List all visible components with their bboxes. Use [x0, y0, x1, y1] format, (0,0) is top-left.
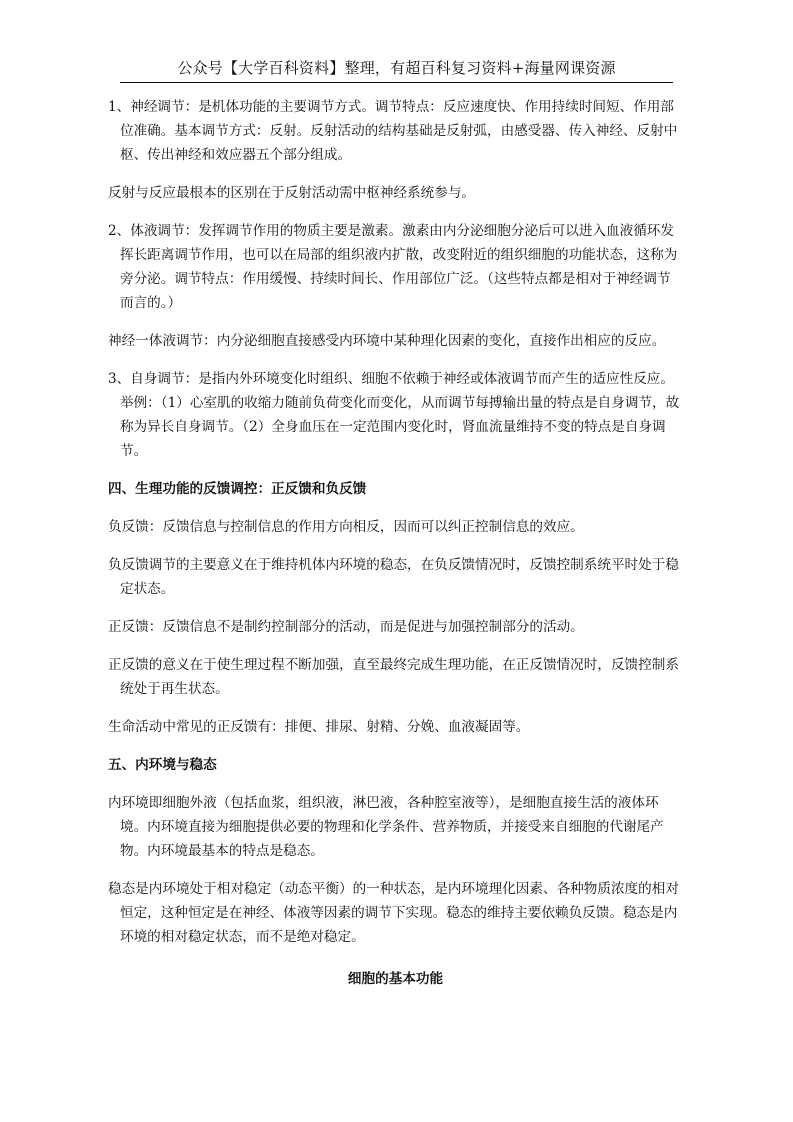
heading-internal-environment: 五、内环境与稳态: [108, 757, 217, 773]
page-header: [120, 58, 673, 83]
para-negative-feedback: 负反馈：反馈信息与控制信息的作用方向相反，因而可以纠正控制信息的效应。: [108, 519, 584, 535]
document-body: [108, 95, 683, 991]
para-positive-feedback-examples: 生命活动中常见的正反馈有：排便、排尿、射精、分娩、血液凝固等。: [108, 719, 530, 735]
header-text: 公众号【大学百科资料】整理，有超百科复习资料+海量网课资源: [177, 59, 616, 77]
para-internal-environment: 内环境即细胞外液（包括血浆，组织液，淋巴液，各种腔室液等），是细胞直接生活的液体环境。内环境直接为细胞提供必要的物理和化学条件、营养物质，并接受来自细胞的代谢尾产物。内环境最基本的特点是稳态。: [108, 795, 664, 859]
section-title-cell-basic-functions: 细胞的基本功能: [347, 971, 444, 987]
para-homeostasis: 稳态是内环境处于相对稳定（动态平衡）的一种状态，是内环境理化因素、各种物质浓度的相对恒定，这种恒定是在神经、体液等因素的调节下实现。稳态的维持主要依赖负反馈。稳态是内环境的相对稳定状态，而不是绝对稳定。: [108, 881, 679, 945]
para-reflex-vs-response: 反射与反应最根本的区别在于反射活动需中枢神经系统参与。: [108, 185, 476, 201]
para-positive-feedback: 正反馈：反馈信息不是制约控制部分的活动，而是促进与加强控制部分的活动。: [108, 619, 584, 635]
para-humoral-regulation: 2、体液调节：发挥调节作用的物质主要是激素。激素由内分泌细胞分泌后可以进入血液循环发挥长距离调节作用，也可以在局部的组织液内扩散，改变附近的组织细胞的功能状态，这称为旁分泌。调节特点：作用缓慢、持续时间长、作用部位广泛。（这些特点都是相对于神经调节而言的。）: [108, 223, 678, 311]
para-negative-feedback-meaning: 负反馈调节的主要意义在于维持机体内环境的稳态，在负反馈情况时，反馈控制系统平时处于稳定状态。: [108, 557, 679, 597]
para-autoregulation: 3、自身调节：是指内外环境变化时组织、细胞不依赖于神经或体液调节而产生的适应性反应。举例：（1）心室肌的收缩力随前负荷变化而变化，从而调节每搏输出量的特点是自身调节，故称为异长自身调节。（2）全身血压在一定范围内变化时，肾血流量维持不变的特点是自身调节。: [108, 371, 680, 459]
heading-feedback: 四、生理功能的反馈调控：正反馈和负反馈: [108, 481, 367, 497]
para-neural-regulation: 1、神经调节：是机体功能的主要调节方式。调节特点：反应速度快、作用持续时间短、作用部位准确。基本调节方式：反射。反射活动的结构基础是反射弧，由感受器、传入神经、反射中枢、传出神经和效应器五个部分组成。: [108, 99, 678, 163]
para-positive-feedback-meaning: 正反馈的意义在于使生理过程不断加强，直至最终完成生理功能，在正反馈情况时，反馈控制系统处于再生状态。: [108, 657, 679, 697]
para-neuro-humoral: 神经一体液调节：内分泌细胞直接感受内环境中某种理化因素的变化，直接作出相应的反应。: [108, 333, 666, 349]
